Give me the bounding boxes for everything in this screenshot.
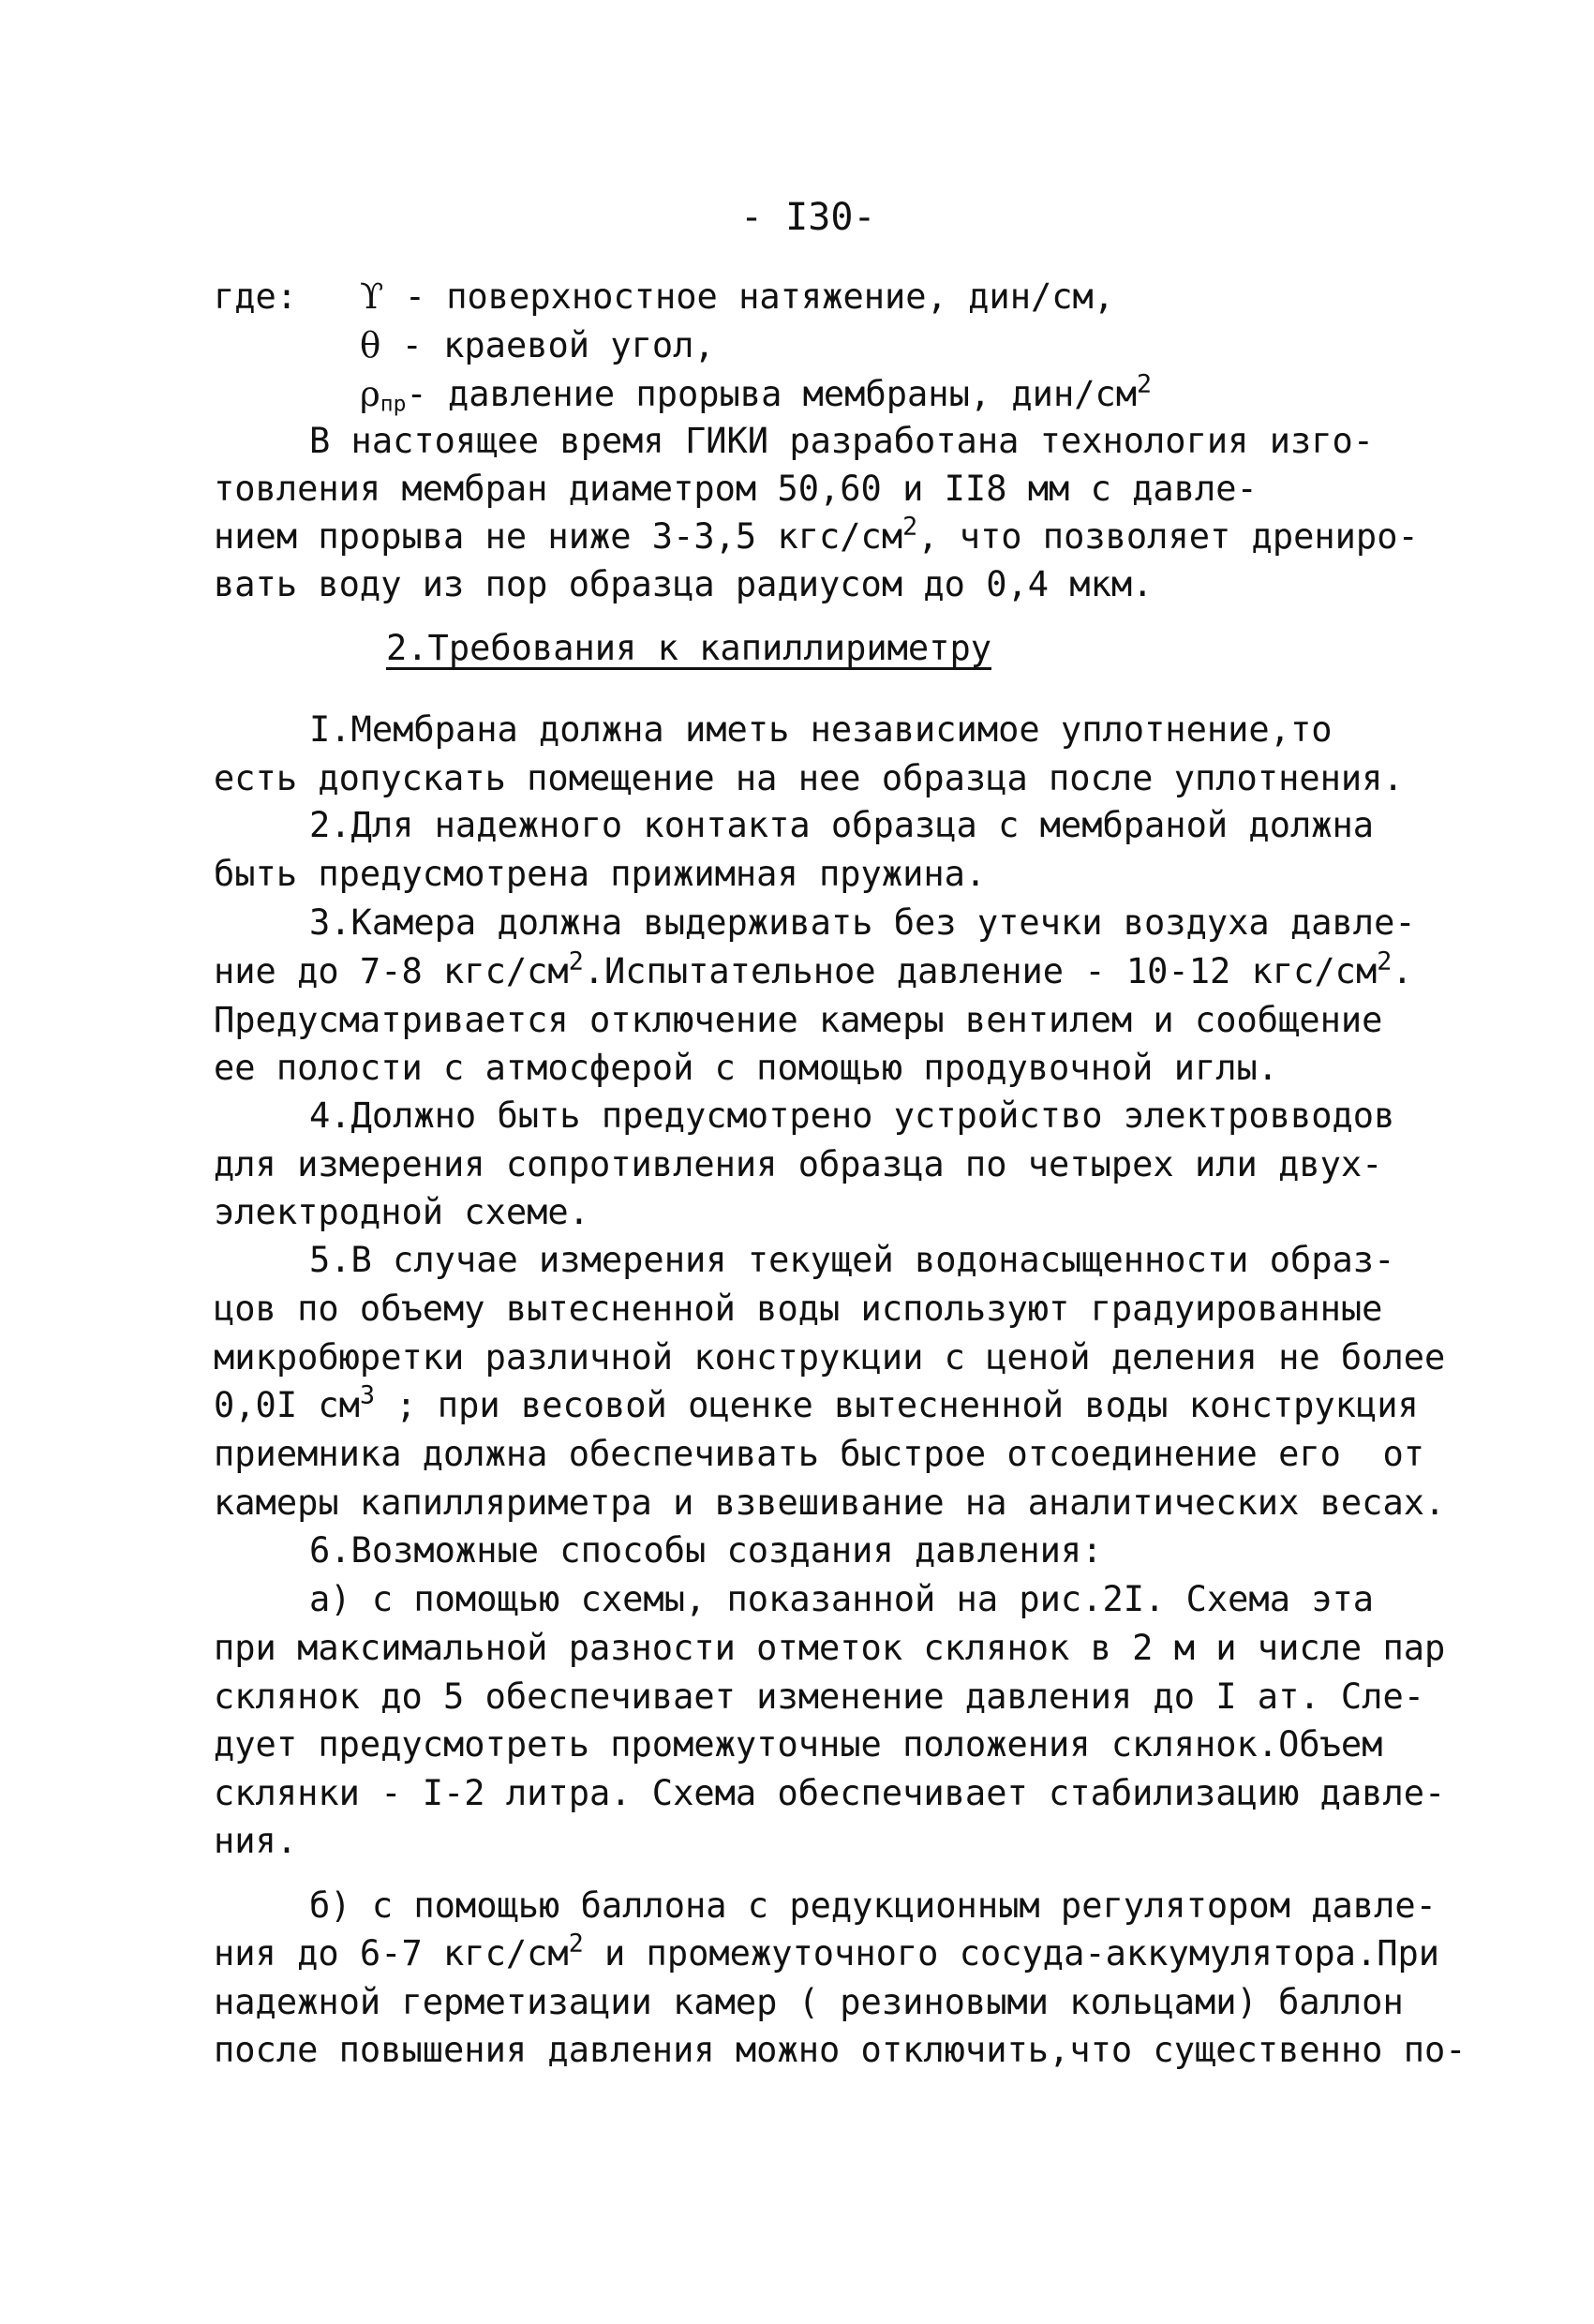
item-5-line-6: камеры капилляриметра и взвешивание на аналитических весах.: [214, 1482, 1446, 1523]
intro-line-2: товления мембран диаметром 50,60 и II8 мм с давле-: [214, 469, 1258, 509]
item-5-line-4: 0,0I $см^3$ ; при весовой оценке вытесненной воды конструкция: [214, 1380, 1419, 1425]
item-6a-line-3: склянок до 5 обеспечивает изменение давления до I ат. Сле-: [214, 1676, 1425, 1717]
definition-contact-angle: θ - краевой угол,: [360, 325, 715, 365]
item-1-line-1: I.Мембрана должна иметь независимое уплотнение,то: [309, 709, 1333, 750]
item-2-line-2: быть предусмотрена прижимная пружина.: [214, 854, 987, 894]
intro-line-3: нием прорыва не ниже 3-3,5 кгс/$см^2$, что позволяет дрениро-: [214, 512, 1419, 557]
intro-line-4: вать воду из пор образца радиусом до 0,4 мкм.: [214, 564, 1154, 604]
tau-symbol: ϒ: [360, 276, 384, 317]
where-label: где:: [214, 276, 298, 317]
page-number: - I30-: [740, 196, 876, 239]
item-6-line-1: 6.Возможные способы создания давления:: [309, 1530, 1103, 1571]
item-1-line-2: есть допускать помещение на нее образца после уплотнения.: [214, 758, 1404, 798]
item-3-line-3: Предусматривается отключение камеры вентилем и сообщение: [214, 1000, 1383, 1040]
item-3-line-2: ние до 7-8 кгс/$см^2.Испытательное$ давление - 10-12 кгс/$см^2$.: [214, 946, 1413, 991]
item-4-line-3: электродной схеме.: [214, 1192, 589, 1232]
item-5-line-1: 5.В случае измерения текущей водонасыщенности образ-: [309, 1240, 1395, 1280]
definition-surface-tension: ϒ - поверхностное натяжение, дин/см,: [360, 276, 1115, 317]
item-6b-line-4: после повышения давления можно отключить,что существенно по-: [214, 2030, 1467, 2070]
theta-symbol: θ: [360, 325, 381, 365]
item-5-line-5: приемника должна обеспечивать быстрое отсоединение его от: [214, 1434, 1425, 1474]
item-5-line-2: цов по объему вытесненной воды используют градуированные: [214, 1289, 1383, 1329]
item-6b-line-1: б) с помощью баллона с редукционным регулятором давле-: [309, 1885, 1437, 1926]
item-4-line-1: 4.Должно быть предусмотрено устройство электровводов: [309, 1095, 1395, 1136]
item-6a-line-1: а) с помощью схемы, показанной на рис.2I. Схема эта: [309, 1579, 1375, 1619]
item-6a-line-4: дует предусмотреть промежуточные положения склянок.Объем: [214, 1724, 1383, 1765]
intro-line-1: В настоящее время ГИКИ разработана технология изго-: [309, 421, 1375, 461]
item-4-line-2: для измерения сопротивления образца по четырех или двух-: [214, 1144, 1383, 1184]
item-6a-line-2: при максимальной разности отметок склянок в 2 м и числе пар: [214, 1628, 1446, 1668]
item-3-line-4: ее полости с атмосферой с помощью продувочной иглы.: [214, 1048, 1279, 1088]
definition-breakthrough-pressure: $\rho_{пр}-$ давление прорыва мембраны, дин/$см^2$: [360, 369, 1153, 417]
item-6b-line-3: надежной герметизации камер ( резиновыми кольцами) баллон: [214, 1982, 1404, 2022]
item-2-line-1: 2.Для надежного контакта образца с мембраной должна: [309, 805, 1375, 845]
section-title: 2.Требования к капиллириметру: [386, 628, 992, 668]
item-6a-line-5: склянки - I-2 литра. Схема обеспечивает стабилизацию давле-: [214, 1773, 1446, 1813]
item-3-line-1: 3.Камера должна выдерживать без утечки воздуха давле-: [309, 902, 1416, 943]
rho-symbol: ρ: [360, 374, 380, 414]
item-6b-line-2: ния до 6-7 кгс/$см^2$ и промежуточного сосуда-аккумулятора.При: [214, 1929, 1440, 1974]
item-6a-line-6: ния.: [214, 1821, 298, 1861]
item-5-line-3: микробюретки различной конструкции с ценой деления не более: [214, 1337, 1446, 1378]
